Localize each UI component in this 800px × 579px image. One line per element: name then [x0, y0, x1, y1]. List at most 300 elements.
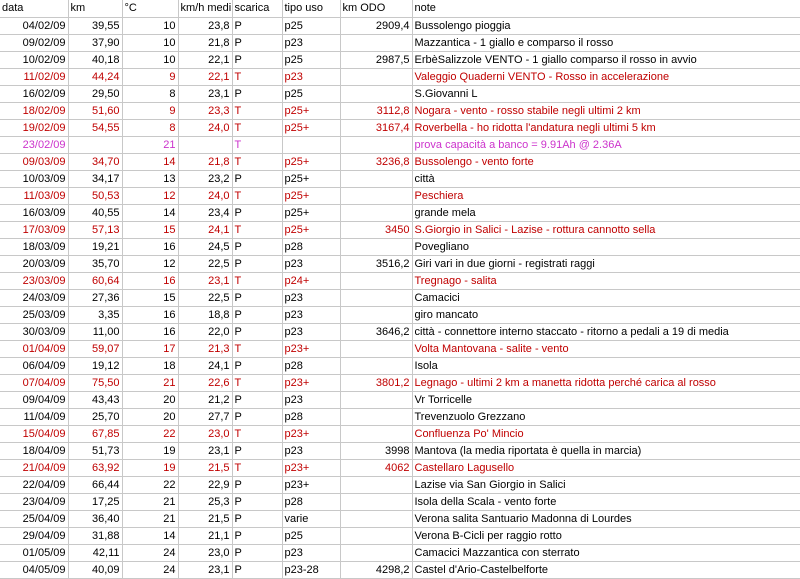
table-row — [0, 85, 800, 102]
avg-speed-cell[interactable]: 23,0 — [178, 425, 232, 442]
notes-cell[interactable]: giro mancato — [412, 306, 800, 323]
discharge-cell[interactable]: T — [232, 374, 282, 391]
use-type-cell[interactable] — [282, 136, 340, 153]
date-cell[interactable]: 18/04/09 — [0, 442, 68, 459]
temperature-cell[interactable]: 8 — [122, 85, 178, 102]
temperature-cell[interactable]: 18 — [122, 357, 178, 374]
km-odo-cell[interactable]: 3450 — [340, 221, 412, 238]
notes-cell[interactable]: Isola — [412, 357, 800, 374]
discharge-cell[interactable]: T — [232, 221, 282, 238]
use-type-cell[interactable]: p25 — [282, 17, 340, 34]
use-type-cell[interactable]: p23 — [282, 544, 340, 561]
notes-cell[interactable]: Mazzantica - 1 giallo e comparso il rosso — [412, 34, 800, 51]
temperature-cell[interactable]: 16 — [122, 272, 178, 289]
temperature-cell[interactable]: 24 — [122, 561, 178, 578]
km-odo-cell[interactable]: 3516,2 — [340, 255, 412, 272]
notes-cell[interactable]: Giri vari in due giorni - registrati raggi — [412, 255, 800, 272]
discharge-cell[interactable]: P — [232, 170, 282, 187]
avg-speed-cell[interactable]: 22,5 — [178, 255, 232, 272]
use-type-cell[interactable]: p23+ — [282, 459, 340, 476]
use-type-cell[interactable]: p23 — [282, 255, 340, 272]
temperature-cell[interactable]: 16 — [122, 323, 178, 340]
use-type-cell[interactable]: p28 — [282, 493, 340, 510]
notes-cell[interactable]: Castel d'Ario-Castelbelforte — [412, 561, 800, 578]
notes-cell[interactable]: S.Giovanni L — [412, 85, 800, 102]
notes-cell[interactable]: città - connettore interno staccato - ritorno a pedali a 19 di media — [412, 323, 800, 340]
discharge-cell[interactable]: P — [232, 255, 282, 272]
avg-speed-cell[interactable]: 23,1 — [178, 272, 232, 289]
temperature-cell[interactable]: 19 — [122, 459, 178, 476]
notes-cell[interactable]: S.Giorgio in Salici - Lazise - rottura cannotto sella — [412, 221, 800, 238]
table-row — [0, 442, 800, 459]
discharge-cell[interactable]: T — [232, 119, 282, 136]
avg-speed-cell[interactable]: 24,0 — [178, 187, 232, 204]
table-row — [0, 68, 800, 85]
date-cell[interactable]: 30/03/09 — [0, 323, 68, 340]
km-cell[interactable]: 50,53 — [68, 187, 122, 204]
km-odo-cell[interactable] — [340, 306, 412, 323]
km-cell[interactable]: 25,70 — [68, 408, 122, 425]
avg-speed-cell[interactable]: 27,7 — [178, 408, 232, 425]
temperature-cell[interactable]: 21 — [122, 136, 178, 153]
avg-speed-cell[interactable]: 24,1 — [178, 357, 232, 374]
date-cell[interactable]: 01/04/09 — [0, 340, 68, 357]
header-cell-temperature[interactable]: °C — [122, 0, 178, 17]
discharge-cell[interactable]: P — [232, 408, 282, 425]
table-row — [0, 561, 800, 578]
use-type-cell[interactable]: p23 — [282, 442, 340, 459]
km-odo-cell[interactable] — [340, 510, 412, 527]
avg-speed-cell[interactable]: 23,3 — [178, 102, 232, 119]
temperature-cell[interactable]: 12 — [122, 255, 178, 272]
header-cell-discharge[interactable]: scarica — [232, 0, 282, 17]
avg-speed-cell[interactable]: 21,5 — [178, 510, 232, 527]
notes-cell[interactable]: Verona salita Santuario Madonna di Lourdes — [412, 510, 800, 527]
use-type-cell[interactable]: p23+ — [282, 374, 340, 391]
date-cell[interactable]: 29/04/09 — [0, 527, 68, 544]
notes-cell[interactable]: Camacici — [412, 289, 800, 306]
notes-cell[interactable]: Lazise via San Giorgio in Salici — [412, 476, 800, 493]
date-cell[interactable]: 04/05/09 — [0, 561, 68, 578]
km-cell[interactable]: 34,17 — [68, 170, 122, 187]
temperature-cell[interactable]: 15 — [122, 289, 178, 306]
table-row — [0, 17, 800, 34]
date-cell[interactable]: 01/05/09 — [0, 544, 68, 561]
km-odo-cell[interactable] — [340, 340, 412, 357]
table-row — [0, 476, 800, 493]
date-cell[interactable]: 23/04/09 — [0, 493, 68, 510]
discharge-cell[interactable]: P — [232, 323, 282, 340]
header-cell-data[interactable]: data — [0, 0, 68, 17]
avg-speed-cell[interactable]: 24,0 — [178, 119, 232, 136]
km-cell[interactable]: 34,70 — [68, 153, 122, 170]
km-odo-cell[interactable]: 3112,8 — [340, 102, 412, 119]
temperature-cell[interactable]: 9 — [122, 68, 178, 85]
temperature-cell[interactable]: 13 — [122, 170, 178, 187]
discharge-cell[interactable]: P — [232, 85, 282, 102]
km-cell[interactable]: 59,07 — [68, 340, 122, 357]
date-cell[interactable]: 11/04/09 — [0, 408, 68, 425]
use-type-cell[interactable]: p23+ — [282, 476, 340, 493]
km-odo-cell[interactable]: 3998 — [340, 442, 412, 459]
km-odo-cell[interactable]: 3167,4 — [340, 119, 412, 136]
avg-speed-cell[interactable]: 21,1 — [178, 527, 232, 544]
km-cell[interactable]: 29,50 — [68, 85, 122, 102]
discharge-cell[interactable]: P — [232, 527, 282, 544]
km-odo-cell[interactable] — [340, 476, 412, 493]
use-type-cell[interactable]: p25+ — [282, 102, 340, 119]
use-type-cell[interactable]: p25+ — [282, 170, 340, 187]
discharge-cell[interactable]: P — [232, 544, 282, 561]
date-cell[interactable]: 21/04/09 — [0, 459, 68, 476]
notes-cell[interactable]: Isola della Scala - vento forte — [412, 493, 800, 510]
avg-speed-cell[interactable]: 23,2 — [178, 170, 232, 187]
discharge-cell[interactable]: P — [232, 51, 282, 68]
km-cell[interactable]: 51,73 — [68, 442, 122, 459]
km-odo-cell[interactable]: 3801,2 — [340, 374, 412, 391]
avg-speed-cell[interactable]: 24,5 — [178, 238, 232, 255]
km-odo-cell[interactable]: 4062 — [340, 459, 412, 476]
discharge-cell[interactable]: P — [232, 204, 282, 221]
km-cell[interactable]: 40,55 — [68, 204, 122, 221]
date-cell[interactable]: 18/03/09 — [0, 238, 68, 255]
avg-speed-cell[interactable] — [178, 136, 232, 153]
km-cell[interactable]: 35,70 — [68, 255, 122, 272]
avg-speed-cell[interactable]: 21,3 — [178, 340, 232, 357]
discharge-cell[interactable]: T — [232, 68, 282, 85]
use-type-cell[interactable]: p23 — [282, 306, 340, 323]
km-odo-cell[interactable] — [340, 238, 412, 255]
temperature-cell[interactable]: 21 — [122, 374, 178, 391]
date-cell[interactable]: 24/03/09 — [0, 289, 68, 306]
table-row — [0, 187, 800, 204]
km-cell[interactable]: 39,55 — [68, 17, 122, 34]
use-type-cell[interactable]: p23 — [282, 391, 340, 408]
temperature-cell[interactable]: 8 — [122, 119, 178, 136]
header-cell-use-type[interactable]: tipo uso — [282, 0, 340, 17]
km-odo-cell[interactable] — [340, 289, 412, 306]
discharge-cell[interactable]: P — [232, 442, 282, 459]
avg-speed-cell[interactable]: 23,1 — [178, 561, 232, 578]
use-type-cell[interactable]: p23 — [282, 68, 340, 85]
date-cell[interactable]: 25/03/09 — [0, 306, 68, 323]
km-cell[interactable]: 17,25 — [68, 493, 122, 510]
header-cell-notes[interactable]: note — [412, 0, 800, 17]
discharge-cell[interactable]: P — [232, 306, 282, 323]
notes-cell[interactable]: Bussolengo pioggia — [412, 17, 800, 34]
notes-cell[interactable]: Trevenzuolo Grezzano — [412, 408, 800, 425]
km-odo-cell[interactable]: 4298,2 — [340, 561, 412, 578]
km-odo-cell[interactable] — [340, 85, 412, 102]
date-cell[interactable]: 23/03/09 — [0, 272, 68, 289]
notes-cell[interactable]: grande mela — [412, 204, 800, 221]
discharge-cell[interactable]: P — [232, 561, 282, 578]
table-row — [0, 510, 800, 527]
use-type-cell[interactable]: p25+ — [282, 221, 340, 238]
km-cell[interactable]: 36,40 — [68, 510, 122, 527]
km-cell[interactable]: 11,00 — [68, 323, 122, 340]
use-type-cell[interactable]: p25+ — [282, 153, 340, 170]
date-cell[interactable]: 10/03/09 — [0, 170, 68, 187]
km-odo-cell[interactable] — [340, 170, 412, 187]
avg-speed-cell[interactable]: 22,6 — [178, 374, 232, 391]
discharge-cell[interactable]: P — [232, 510, 282, 527]
km-cell[interactable]: 67,85 — [68, 425, 122, 442]
km-cell[interactable]: 40,18 — [68, 51, 122, 68]
discharge-cell[interactable]: P — [232, 34, 282, 51]
km-cell[interactable]: 75,50 — [68, 374, 122, 391]
avg-speed-cell[interactable]: 23,8 — [178, 17, 232, 34]
km-cell[interactable]: 57,13 — [68, 221, 122, 238]
date-cell[interactable]: 25/04/09 — [0, 510, 68, 527]
date-cell[interactable]: 17/03/09 — [0, 221, 68, 238]
use-type-cell[interactable]: p23+ — [282, 425, 340, 442]
avg-speed-cell[interactable]: 21,2 — [178, 391, 232, 408]
temperature-cell[interactable]: 20 — [122, 391, 178, 408]
notes-cell[interactable]: ErbèSalizzole VENTO - 1 giallo comparso il rosso in avvio — [412, 51, 800, 68]
table-row — [0, 34, 800, 51]
discharge-cell[interactable]: P — [232, 476, 282, 493]
notes-cell[interactable]: Peschiera — [412, 187, 800, 204]
date-cell[interactable]: 23/02/09 — [0, 136, 68, 153]
avg-speed-cell[interactable]: 23,0 — [178, 544, 232, 561]
temperature-cell[interactable]: 21 — [122, 493, 178, 510]
discharge-cell[interactable]: T — [232, 272, 282, 289]
notes-cell[interactable]: Valeggio Quaderni VENTO - Rosso in accelerazione — [412, 68, 800, 85]
date-cell[interactable]: 04/02/09 — [0, 17, 68, 34]
header-cell-km-odo[interactable]: km ODO — [340, 0, 412, 17]
temperature-cell[interactable]: 12 — [122, 187, 178, 204]
notes-cell[interactable]: Volta Mantovana - salite - vento — [412, 340, 800, 357]
temperature-cell[interactable]: 10 — [122, 34, 178, 51]
discharge-cell[interactable]: T — [232, 136, 282, 153]
use-type-cell[interactable]: p23+ — [282, 340, 340, 357]
table-row — [0, 119, 800, 136]
use-type-cell[interactable]: p25 — [282, 51, 340, 68]
km-odo-cell[interactable]: 3646,2 — [340, 323, 412, 340]
date-cell[interactable]: 11/02/09 — [0, 68, 68, 85]
use-type-cell[interactable]: p23-28 — [282, 561, 340, 578]
notes-cell[interactable]: Camacici Mazzantica con sterrato — [412, 544, 800, 561]
km-cell[interactable]: 51,60 — [68, 102, 122, 119]
avg-speed-cell[interactable]: 23,1 — [178, 85, 232, 102]
km-odo-cell[interactable] — [340, 68, 412, 85]
km-odo-cell[interactable]: 3236,8 — [340, 153, 412, 170]
km-odo-cell[interactable] — [340, 408, 412, 425]
temperature-cell[interactable]: 24 — [122, 544, 178, 561]
km-cell[interactable]: 37,90 — [68, 34, 122, 51]
notes-cell[interactable]: Verona B-Cicli per raggio rotto — [412, 527, 800, 544]
km-odo-cell[interactable]: 2909,4 — [340, 17, 412, 34]
km-cell[interactable]: 44,24 — [68, 68, 122, 85]
temperature-cell[interactable]: 14 — [122, 204, 178, 221]
km-cell[interactable]: 19,12 — [68, 357, 122, 374]
date-cell[interactable]: 10/02/09 — [0, 51, 68, 68]
temperature-cell[interactable]: 14 — [122, 527, 178, 544]
avg-speed-cell[interactable]: 18,8 — [178, 306, 232, 323]
km-odo-cell[interactable] — [340, 391, 412, 408]
use-type-cell[interactable]: p25+ — [282, 204, 340, 221]
avg-speed-cell[interactable]: 21,5 — [178, 459, 232, 476]
use-type-cell[interactable]: p23 — [282, 34, 340, 51]
notes-cell[interactable]: Confluenza Po' Mincio — [412, 425, 800, 442]
km-odo-cell[interactable] — [340, 425, 412, 442]
notes-cell[interactable]: Vr Torricelle — [412, 391, 800, 408]
date-cell[interactable]: 19/02/09 — [0, 119, 68, 136]
discharge-cell[interactable]: P — [232, 493, 282, 510]
temperature-cell[interactable]: 20 — [122, 408, 178, 425]
discharge-cell[interactable]: P — [232, 391, 282, 408]
use-type-cell[interactable]: p25 — [282, 85, 340, 102]
table-row — [0, 323, 800, 340]
date-cell[interactable]: 07/04/09 — [0, 374, 68, 391]
table-row — [0, 272, 800, 289]
header-cell-avg-speed[interactable]: km/h medi — [178, 0, 232, 17]
table-row — [0, 289, 800, 306]
km-cell[interactable]: 3,35 — [68, 306, 122, 323]
use-type-cell[interactable]: p25+ — [282, 119, 340, 136]
km-odo-cell[interactable] — [340, 187, 412, 204]
km-cell[interactable]: 42,11 — [68, 544, 122, 561]
km-cell[interactable]: 40,09 — [68, 561, 122, 578]
avg-speed-cell[interactable]: 24,1 — [178, 221, 232, 238]
date-cell[interactable]: 09/02/09 — [0, 34, 68, 51]
avg-speed-cell[interactable]: 22,0 — [178, 323, 232, 340]
date-cell[interactable]: 06/04/09 — [0, 357, 68, 374]
use-type-cell[interactable]: p28 — [282, 408, 340, 425]
table-row — [0, 238, 800, 255]
temperature-cell[interactable]: 10 — [122, 51, 178, 68]
temperature-cell[interactable]: 19 — [122, 442, 178, 459]
use-type-cell[interactable]: p28 — [282, 357, 340, 374]
discharge-cell[interactable]: T — [232, 102, 282, 119]
table-row — [0, 374, 800, 391]
table-row — [0, 340, 800, 357]
km-cell[interactable]: 66,44 — [68, 476, 122, 493]
avg-speed-cell[interactable]: 22,9 — [178, 476, 232, 493]
km-odo-cell[interactable] — [340, 544, 412, 561]
notes-cell[interactable]: Mantova (la media riportata è quella in marcia) — [412, 442, 800, 459]
km-cell[interactable]: 19,21 — [68, 238, 122, 255]
date-cell[interactable]: 15/04/09 — [0, 425, 68, 442]
table-row — [0, 136, 800, 153]
discharge-cell[interactable]: T — [232, 153, 282, 170]
km-odo-cell[interactable] — [340, 34, 412, 51]
discharge-cell[interactable]: T — [232, 187, 282, 204]
date-cell[interactable]: 16/03/09 — [0, 204, 68, 221]
km-odo-cell[interactable] — [340, 204, 412, 221]
temperature-cell[interactable]: 16 — [122, 238, 178, 255]
header-row — [0, 0, 800, 17]
table-row — [0, 425, 800, 442]
avg-speed-cell[interactable]: 22,1 — [178, 51, 232, 68]
km-odo-cell[interactable] — [340, 272, 412, 289]
notes-cell[interactable]: Castellaro Lagusello — [412, 459, 800, 476]
table-row — [0, 255, 800, 272]
temperature-cell[interactable]: 22 — [122, 425, 178, 442]
avg-speed-cell[interactable]: 23,4 — [178, 204, 232, 221]
temperature-cell[interactable]: 10 — [122, 17, 178, 34]
table-row — [0, 408, 800, 425]
use-type-cell[interactable]: varie — [282, 510, 340, 527]
date-cell[interactable]: 18/02/09 — [0, 102, 68, 119]
km-odo-cell[interactable] — [340, 357, 412, 374]
km-odo-cell[interactable] — [340, 136, 412, 153]
temperature-cell[interactable]: 14 — [122, 153, 178, 170]
km-cell[interactable]: 60,64 — [68, 272, 122, 289]
km-odo-cell[interactable]: 2987,5 — [340, 51, 412, 68]
notes-cell[interactable]: prova capacità a banco = 9.91Ah @ 2.36A — [412, 136, 800, 153]
notes-cell[interactable]: Nogara - vento - rosso stabile negli ultimi 2 km — [412, 102, 800, 119]
date-cell[interactable]: 09/03/09 — [0, 153, 68, 170]
km-cell[interactable]: 31,88 — [68, 527, 122, 544]
use-type-cell[interactable]: p23 — [282, 289, 340, 306]
header-cell-km[interactable]: km — [68, 0, 122, 17]
notes-cell[interactable]: Bussolengo - vento forte — [412, 153, 800, 170]
notes-cell[interactable]: Legnago - ultimi 2 km a manetta ridotta perché carica al rosso — [412, 374, 800, 391]
notes-cell[interactable]: città — [412, 170, 800, 187]
date-cell[interactable]: 16/02/09 — [0, 85, 68, 102]
notes-cell[interactable]: Povegliano — [412, 238, 800, 255]
temperature-cell[interactable]: 22 — [122, 476, 178, 493]
km-cell[interactable]: 63,92 — [68, 459, 122, 476]
temperature-cell[interactable]: 17 — [122, 340, 178, 357]
km-cell[interactable]: 27,36 — [68, 289, 122, 306]
notes-cell[interactable]: Roverbella - ho ridotta l'andatura negli ultimi 5 km — [412, 119, 800, 136]
temperature-cell[interactable]: 16 — [122, 306, 178, 323]
date-cell[interactable]: 22/04/09 — [0, 476, 68, 493]
avg-speed-cell[interactable]: 21,8 — [178, 153, 232, 170]
date-cell[interactable]: 20/03/09 — [0, 255, 68, 272]
use-type-cell[interactable]: p25 — [282, 527, 340, 544]
avg-speed-cell[interactable]: 22,5 — [178, 289, 232, 306]
use-type-cell[interactable]: p25+ — [282, 187, 340, 204]
use-type-cell[interactable]: p28 — [282, 238, 340, 255]
date-cell[interactable]: 09/04/09 — [0, 391, 68, 408]
discharge-cell[interactable]: T — [232, 340, 282, 357]
table-row — [0, 391, 800, 408]
avg-speed-cell[interactable]: 22,1 — [178, 68, 232, 85]
table-row — [0, 459, 800, 476]
notes-cell[interactable]: Tregnago - salita — [412, 272, 800, 289]
avg-speed-cell[interactable]: 25,3 — [178, 493, 232, 510]
km-odo-cell[interactable] — [340, 493, 412, 510]
table-row — [0, 170, 800, 187]
avg-speed-cell[interactable]: 23,1 — [178, 442, 232, 459]
avg-speed-cell[interactable]: 21,8 — [178, 34, 232, 51]
table-row — [0, 204, 800, 221]
discharge-cell[interactable]: P — [232, 357, 282, 374]
discharge-cell[interactable]: T — [232, 425, 282, 442]
table-row — [0, 153, 800, 170]
km-cell[interactable] — [68, 136, 122, 153]
km-cell[interactable]: 43,43 — [68, 391, 122, 408]
discharge-cell[interactable]: T — [232, 459, 282, 476]
use-type-cell[interactable]: p24+ — [282, 272, 340, 289]
table-row — [0, 306, 800, 323]
discharge-cell[interactable]: P — [232, 238, 282, 255]
discharge-cell[interactable]: P — [232, 289, 282, 306]
date-cell[interactable]: 11/03/09 — [0, 187, 68, 204]
km-odo-cell[interactable] — [340, 527, 412, 544]
temperature-cell[interactable]: 21 — [122, 510, 178, 527]
km-cell[interactable]: 54,55 — [68, 119, 122, 136]
use-type-cell[interactable]: p23 — [282, 323, 340, 340]
temperature-cell[interactable]: 15 — [122, 221, 178, 238]
table-row — [0, 102, 800, 119]
temperature-cell[interactable]: 9 — [122, 102, 178, 119]
discharge-cell[interactable]: P — [232, 17, 282, 34]
